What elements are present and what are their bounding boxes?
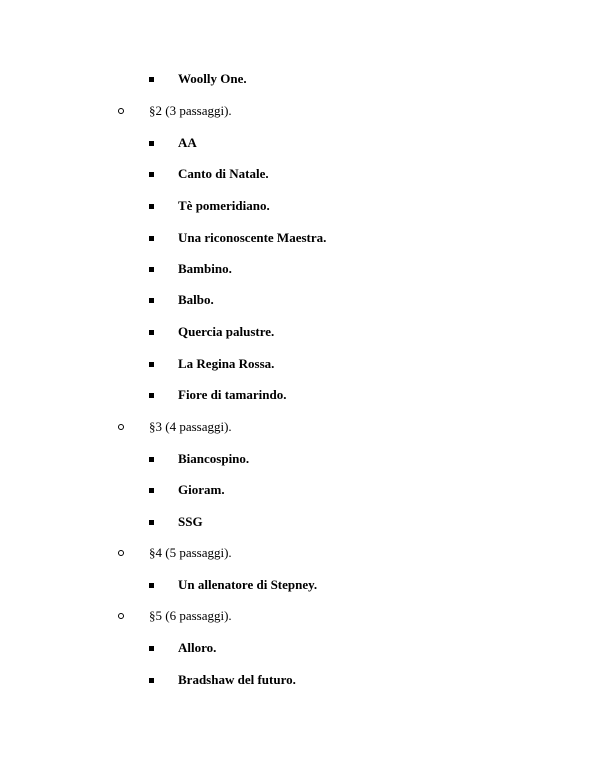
list-item-label: Bradshaw del futuro. (178, 672, 296, 687)
square-bullet-icon (149, 172, 154, 177)
square-bullet-icon (149, 583, 154, 588)
circle-bullet-icon (118, 108, 124, 114)
list-item-label: Una riconoscente Maestra. (178, 230, 327, 245)
list-item-label: Quercia palustre. (178, 324, 275, 339)
circle-bullet-icon (118, 550, 124, 556)
list-item-label: AA (178, 135, 197, 150)
section-label: §5 (6 passaggi). (149, 608, 232, 623)
list-item-label: Gioram. (178, 482, 225, 497)
section-label: §3 (4 passaggi). (149, 419, 232, 434)
square-bullet-icon (149, 678, 154, 683)
square-bullet-icon (149, 457, 154, 462)
square-bullet-icon (149, 298, 154, 303)
square-bullet-icon (149, 77, 154, 82)
list-item-label: Fiore di tamarindo. (178, 387, 287, 402)
list-item-label: Un allenatore di Stepney. (178, 577, 318, 592)
section-label: §4 (5 passaggi). (149, 545, 232, 560)
list-item-label: Alloro. (178, 640, 217, 655)
square-bullet-icon (149, 236, 154, 241)
square-bullet-icon (149, 393, 154, 398)
list-item-label: Balbo. (178, 292, 214, 307)
list-item-label: Bambino. (178, 261, 232, 276)
list-item-label: Tè pomeridiano. (178, 198, 270, 213)
section-label: §2 (3 passaggi). (149, 103, 232, 118)
square-bullet-icon (149, 488, 154, 493)
square-bullet-icon (149, 362, 154, 367)
list-item-label: SSG (178, 514, 203, 529)
list-item-label: Woolly One. (178, 71, 247, 86)
square-bullet-icon (149, 330, 154, 335)
list-item-label: Biancospino. (178, 451, 250, 466)
square-bullet-icon (149, 141, 154, 146)
circle-bullet-icon (118, 424, 124, 430)
square-bullet-icon (149, 646, 154, 651)
circle-bullet-icon (118, 613, 124, 619)
list-item-label: La Regina Rossa. (178, 356, 275, 371)
list-item-label: Canto di Natale. (178, 166, 269, 181)
square-bullet-icon (149, 267, 154, 272)
square-bullet-icon (149, 520, 154, 525)
square-bullet-icon (149, 204, 154, 209)
